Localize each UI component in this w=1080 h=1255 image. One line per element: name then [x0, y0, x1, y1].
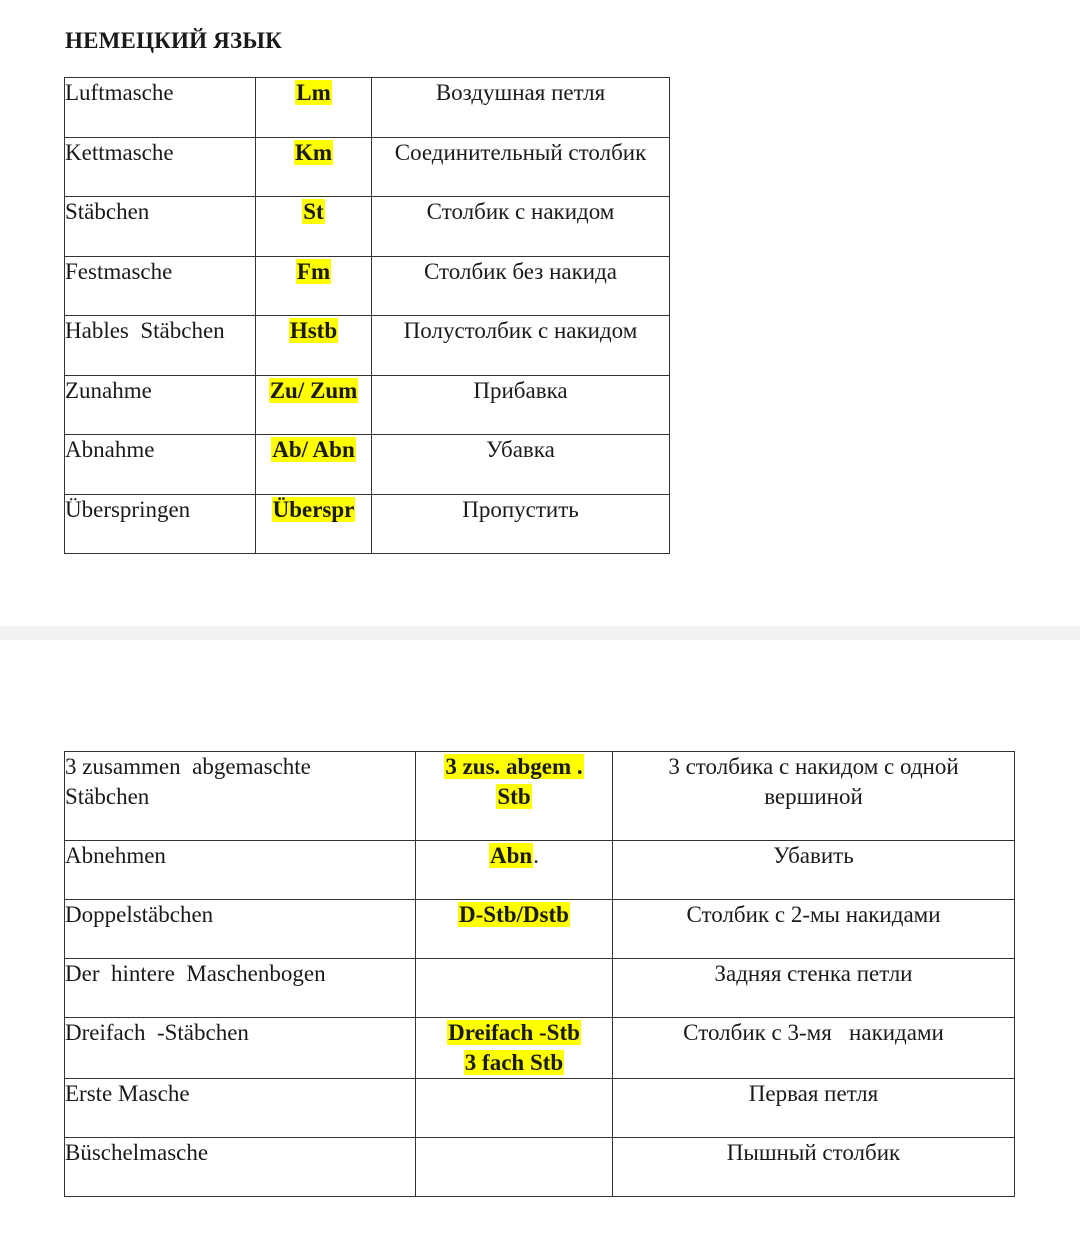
table-row — [65, 1079, 1015, 1138]
abbreviation: Abn. — [416, 841, 613, 900]
russian-term: Первая петля — [613, 1079, 1015, 1138]
german-term: Luftmasche — [65, 78, 256, 138]
abbreviation: Lm — [256, 78, 372, 138]
german-term: Doppelstäbchen — [65, 900, 416, 959]
table-row — [65, 78, 670, 138]
abbreviation: D-Stb/Dstb — [416, 900, 613, 959]
page-heading: НЕМЕЦКИЙ ЯЗЫК — [65, 28, 282, 53]
german-term: Festmasche — [65, 256, 256, 316]
german-term: Abnehmen — [65, 841, 416, 900]
german-term: 3 zusammen abgemaschte Stäbchen — [65, 752, 416, 841]
german-term: Hables Stäbchen — [65, 316, 256, 376]
table-row — [65, 316, 670, 376]
abbreviation — [416, 1079, 613, 1138]
abbreviation: Zu/ Zum — [256, 375, 372, 435]
table-row — [65, 841, 1015, 900]
table-row — [65, 1018, 1015, 1079]
table-row — [65, 494, 670, 554]
abbreviation: Hstb — [256, 316, 372, 376]
german-term: Abnahme — [65, 435, 256, 495]
abbreviation: St — [256, 197, 372, 257]
russian-term: Задняя стенка петли — [613, 959, 1015, 1018]
russian-term: Соединительный столбик — [372, 137, 670, 197]
russian-term: Столбик с накидом — [372, 197, 670, 257]
table-row — [65, 752, 1015, 841]
document-page-1 — [0, 0, 1080, 626]
abbreviation — [416, 1138, 613, 1197]
abbreviation: Ab/ Abn — [256, 435, 372, 495]
abbreviation — [416, 959, 613, 1018]
russian-term: Столбик с 2-мы накидами — [613, 900, 1015, 959]
german-term: Dreifach -Stäbchen — [65, 1018, 416, 1079]
german-term: Der hintere Maschenbogen — [65, 959, 416, 1018]
table-row — [65, 435, 670, 495]
german-term: Stäbchen — [65, 197, 256, 257]
russian-term: Прибавка — [372, 375, 670, 435]
german-term: Überspringen — [65, 494, 256, 554]
german-term: Kettmasche — [65, 137, 256, 197]
russian-term: Убавить — [613, 841, 1015, 900]
abbreviation: 3 zus. abgem . Stb — [416, 752, 613, 841]
table-row — [65, 197, 670, 257]
table-row — [65, 375, 670, 435]
russian-term: Столбик без накида — [372, 256, 670, 316]
russian-term: Полустолбик с накидом — [372, 316, 670, 376]
table-row — [65, 137, 670, 197]
russian-term: Пропустить — [372, 494, 670, 554]
abbreviation: Fm — [256, 256, 372, 316]
table-row — [65, 959, 1015, 1018]
russian-term: Столбик с 3-мя накидами — [613, 1018, 1015, 1079]
russian-term: Воздушная петля — [372, 78, 670, 138]
page-separator — [0, 626, 1080, 640]
crochet-terms-table-1 — [64, 77, 670, 554]
russian-term: 3 столбика с накидом с одной вершиной — [613, 752, 1015, 841]
abbreviation: Km — [256, 137, 372, 197]
russian-term: Убавка — [372, 435, 670, 495]
table-row — [65, 900, 1015, 959]
crochet-terms-table-2 — [64, 751, 1015, 1197]
abbreviation: Überspr — [256, 494, 372, 554]
table-row — [65, 1138, 1015, 1197]
german-term: Erste Masche — [65, 1079, 416, 1138]
german-term: Zunahme — [65, 375, 256, 435]
russian-term: Пышный столбик — [613, 1138, 1015, 1197]
german-term: Büschelmasche — [65, 1138, 416, 1197]
table-row — [65, 256, 670, 316]
abbreviation: Dreifach -Stb 3 fach Stb — [416, 1018, 613, 1079]
